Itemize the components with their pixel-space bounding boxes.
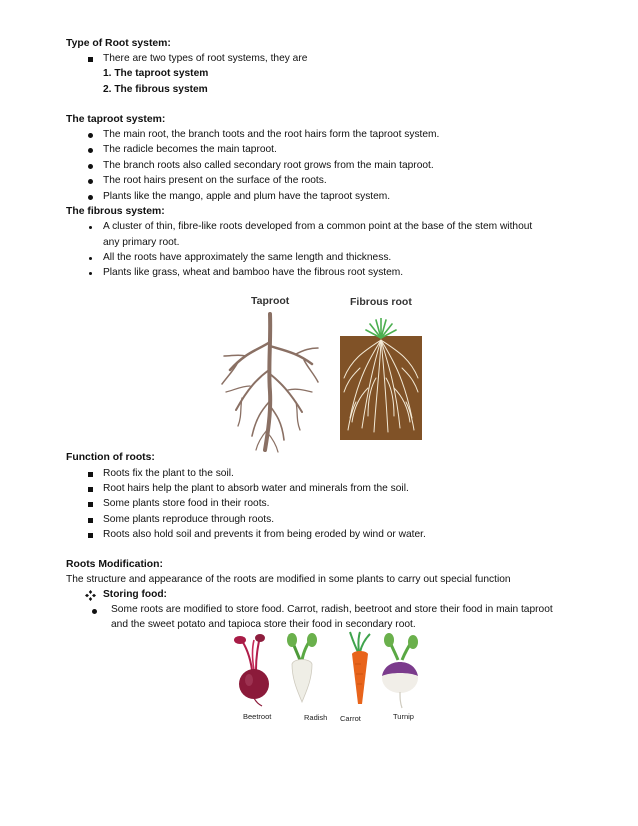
function-bullet: Some plants store food in their roots.	[103, 498, 270, 509]
type-heading: Type of Root system:	[66, 38, 171, 49]
round-bullet-icon	[88, 195, 93, 200]
round-bullet-icon	[92, 609, 97, 614]
modification-intro: The structure and appearance of the roots are modified in some plants to carry out special function	[66, 574, 511, 585]
four-diamond-icon	[85, 590, 96, 601]
square-bullet-icon	[88, 472, 93, 477]
taproot-bullet: The main root, the branch toots and the root hairs form the taproot system.	[103, 129, 440, 140]
fibrous-bullet-line: All the roots have approximately the same length and thickness.	[103, 252, 392, 263]
function-bullet: Roots fix the plant to the soil.	[103, 468, 234, 479]
taproot-bullet: Plants like the mango, apple and plum have the taproot system.	[103, 191, 391, 202]
storing-bullet-line: and the sweet potato and tapioca store their food in secondary root.	[111, 619, 416, 630]
taproot-bullet: The branch roots also called secondary root grows from the main taproot.	[103, 160, 434, 171]
function-bullet: Root hairs help the plant to absorb water and minerals from the soil.	[103, 483, 409, 494]
taproot-bullet: The root hairs present on the surface of the roots.	[103, 175, 327, 186]
square-bullet-icon	[88, 487, 93, 492]
storing-bullet-line: Some roots are modified to store food. Carrot, radish, beetroot and store their food in main taproot	[111, 604, 553, 615]
beetroot-drawing	[234, 634, 269, 706]
round-bullet-icon	[88, 164, 93, 169]
veg-label: Turnip	[393, 712, 414, 721]
fibrous-bullet-line: Plants like grass, wheat and bamboo have the fibrous root system.	[103, 267, 404, 278]
fibrous-heading: The fibrous system:	[66, 206, 165, 217]
type-item-1: 1. The taproot system	[103, 68, 209, 79]
square-bullet-icon	[88, 533, 93, 538]
fibrous-figure-label: Fibrous root	[350, 296, 412, 308]
storing-food-heading: Storing food:	[103, 589, 167, 600]
function-heading: Function of roots:	[66, 452, 155, 463]
fibrous-bullet-line: any primary root.	[103, 237, 180, 248]
square-bullet-icon	[88, 518, 93, 523]
small-dot-icon	[89, 257, 92, 260]
turnip-drawing	[382, 633, 418, 708]
type-intro: There are two types of root systems, they are	[103, 53, 308, 64]
veg-label: Radish	[304, 713, 328, 722]
carrot-drawing	[350, 632, 370, 704]
round-bullet-icon	[88, 148, 93, 153]
radish-drawing	[287, 633, 317, 702]
small-dot-icon	[89, 272, 92, 275]
type-item-2: 2. The fibrous system	[103, 84, 208, 95]
function-bullet: Roots also hold soil and prevents it from being eroded by wind or water.	[103, 529, 426, 540]
round-bullet-icon	[88, 133, 93, 138]
square-bullet-icon	[88, 57, 93, 62]
fibrous-bullet-line: A cluster of thin, fibre-like roots developed from a common point at the base of the stem without	[103, 221, 533, 232]
veg-label: Beetroot	[243, 712, 272, 721]
fibrous-root-illustration	[340, 318, 422, 440]
function-bullet: Some plants reproduce through roots.	[103, 514, 275, 525]
small-dot-icon	[89, 226, 92, 229]
taproot-heading: The taproot system:	[66, 114, 166, 125]
taproot-illustration	[218, 312, 322, 454]
square-bullet-icon	[88, 502, 93, 507]
storage-roots-illustration	[232, 630, 432, 710]
veg-label: Carrot	[340, 714, 361, 723]
round-bullet-icon	[88, 179, 93, 184]
modification-heading: Roots Modification:	[66, 559, 163, 570]
taproot-bullet: The radicle becomes the main taproot.	[103, 144, 277, 155]
taproot-figure-label: Taproot	[251, 295, 290, 307]
